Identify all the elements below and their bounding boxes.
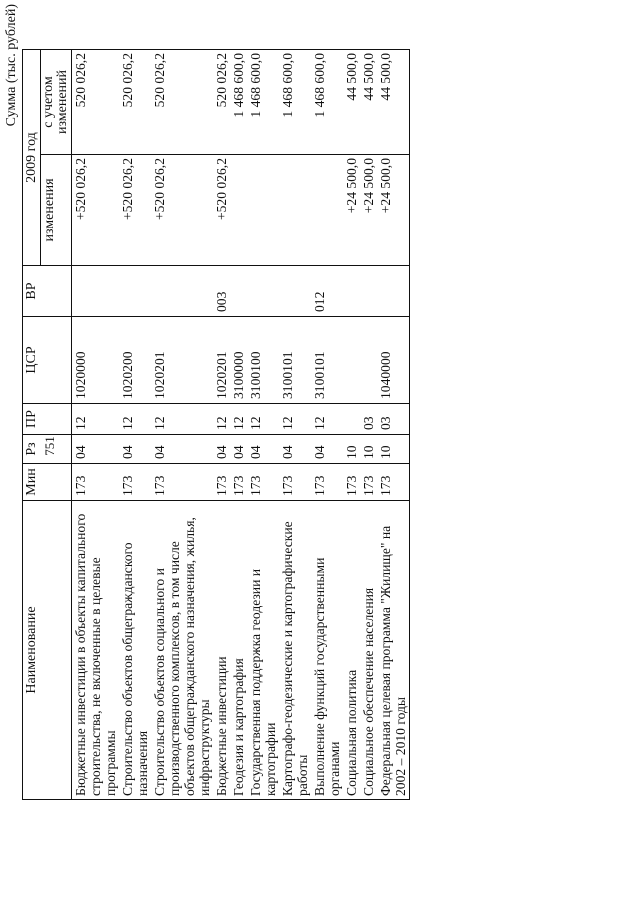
cell-vr [247, 266, 279, 317]
cell-csr: 1020200 [119, 317, 151, 404]
cell-change [230, 155, 247, 266]
cell-min: 173 [230, 464, 247, 501]
cell-min: 173 [343, 464, 360, 501]
page-number: 751 [42, 436, 57, 456]
units-caption: Сумма (тыс. рублей) [4, 4, 19, 127]
cell-csr: 3100000 [230, 317, 247, 404]
table-row [72, 50, 120, 800]
cell-rz: 04 [213, 435, 230, 464]
cell-total: 520 026,2 [213, 50, 230, 155]
cell-csr: 1020201 [151, 317, 213, 404]
cell-min: 173 [279, 464, 311, 501]
table-row [279, 50, 311, 800]
cell-change: +520 026,2 [213, 155, 230, 266]
cell-rz: 10 [360, 435, 377, 464]
cell-vr [343, 266, 360, 317]
table-row [377, 50, 410, 800]
cell-min: 173 [151, 464, 213, 501]
cell-vr [72, 266, 120, 317]
cell-pr: 03 [360, 404, 377, 435]
cell-name: Бюджетные инвестиции в объекты капитального строительства, не включенные в целевые программы [72, 501, 120, 800]
cell-total: 44 500,0 [360, 50, 377, 155]
cell-change: +24 500,0 [377, 155, 410, 266]
cell-name: Государственная поддержка геодезии и картографии [247, 501, 279, 800]
cell-change: +24 500,0 [343, 155, 360, 266]
cell-name: Федеральная целевая программа "Жилище" на 2002 – 2010 годы [377, 501, 410, 800]
cell-csr [360, 317, 377, 404]
header-name: Наименование [23, 501, 72, 800]
header-year: 2009 год [23, 50, 41, 266]
table-row [213, 50, 230, 800]
cell-total: 44 500,0 [377, 50, 410, 155]
cell-vr [151, 266, 213, 317]
cell-rz: 04 [247, 435, 279, 464]
cell-min: 173 [119, 464, 151, 501]
cell-pr [343, 404, 360, 435]
cell-vr [230, 266, 247, 317]
table-row [360, 50, 377, 800]
cell-rz: 04 [230, 435, 247, 464]
table-row [119, 50, 151, 800]
cell-change [247, 155, 279, 266]
cell-vr: 003 [213, 266, 230, 317]
cell-change: +520 026,2 [151, 155, 213, 266]
cell-total: 1 468 600,0 [279, 50, 311, 155]
header-rz: Рз [23, 435, 72, 464]
cell-vr: 012 [311, 266, 343, 317]
table-row [311, 50, 343, 800]
cell-total: 520 026,2 [151, 50, 213, 155]
table-row [247, 50, 279, 800]
cell-rz: 04 [151, 435, 213, 464]
cell-pr: 12 [279, 404, 311, 435]
budget-table [22, 49, 410, 800]
cell-min: 173 [213, 464, 230, 501]
header-row [23, 50, 41, 800]
header-min: Мин [23, 464, 72, 501]
table-body [72, 50, 410, 800]
cell-name: Социальное обеспечение населения [360, 501, 377, 800]
cell-total: 1 468 600,0 [311, 50, 343, 155]
cell-pr: 12 [247, 404, 279, 435]
cell-rz: 10 [343, 435, 360, 464]
cell-csr: 1020000 [72, 317, 120, 404]
cell-change: +520 026,2 [72, 155, 120, 266]
cell-min: 173 [247, 464, 279, 501]
cell-csr: 1040000 [377, 317, 410, 404]
cell-csr [343, 317, 360, 404]
cell-name: Геодезия и картография [230, 501, 247, 800]
cell-rz: 04 [311, 435, 343, 464]
header-csr: ЦСР [23, 317, 72, 404]
cell-name: Социальная политика [343, 501, 360, 800]
cell-change: +520 026,2 [119, 155, 151, 266]
cell-pr: 12 [72, 404, 120, 435]
cell-total: 1 468 600,0 [247, 50, 279, 155]
cell-csr: 3100101 [311, 317, 343, 404]
header-with-changes: с учетом изменений [41, 50, 72, 155]
header-pr: ПР [23, 404, 72, 435]
cell-min: 173 [311, 464, 343, 501]
table-row [230, 50, 247, 800]
cell-change [279, 155, 311, 266]
cell-name: Выполнение функций государственными органами [311, 501, 343, 800]
cell-change: +24 500,0 [360, 155, 377, 266]
cell-pr: 12 [311, 404, 343, 435]
cell-pr: 12 [213, 404, 230, 435]
cell-csr: 3100100 [247, 317, 279, 404]
cell-min: 173 [360, 464, 377, 501]
cell-name: Картографо-геодезические и картографические работы [279, 501, 311, 800]
cell-min: 173 [377, 464, 410, 501]
cell-rz: 04 [119, 435, 151, 464]
cell-vr [377, 266, 410, 317]
cell-total: 520 026,2 [72, 50, 120, 155]
cell-csr: 3100101 [279, 317, 311, 404]
cell-name: Бюджетные инвестиции [213, 501, 230, 800]
cell-rz: 04 [72, 435, 120, 464]
cell-change [311, 155, 343, 266]
cell-pr: 03 [377, 404, 410, 435]
cell-name: Строительство объектов общегражданского назначения [119, 501, 151, 800]
table-row [343, 50, 360, 800]
cell-vr [279, 266, 311, 317]
cell-pr: 12 [230, 404, 247, 435]
cell-rz: 10 [377, 435, 410, 464]
cell-vr [360, 266, 377, 317]
header-vr: ВР [23, 266, 72, 317]
cell-csr: 1020201 [213, 317, 230, 404]
cell-total: 520 026,2 [119, 50, 151, 155]
table-row [151, 50, 213, 800]
cell-total: 1 468 600,0 [230, 50, 247, 155]
cell-pr: 12 [119, 404, 151, 435]
cell-min: 173 [72, 464, 120, 501]
cell-vr [119, 266, 151, 317]
cell-pr: 12 [151, 404, 213, 435]
cell-name: Строительство объектов социального и производственного комплексов, в том числе объектов общегражданского назначения, жилья, инфраструктуры [151, 501, 213, 800]
header-changes: изменения [41, 155, 72, 266]
cell-rz: 04 [279, 435, 311, 464]
cell-total: 44 500,0 [343, 50, 360, 155]
